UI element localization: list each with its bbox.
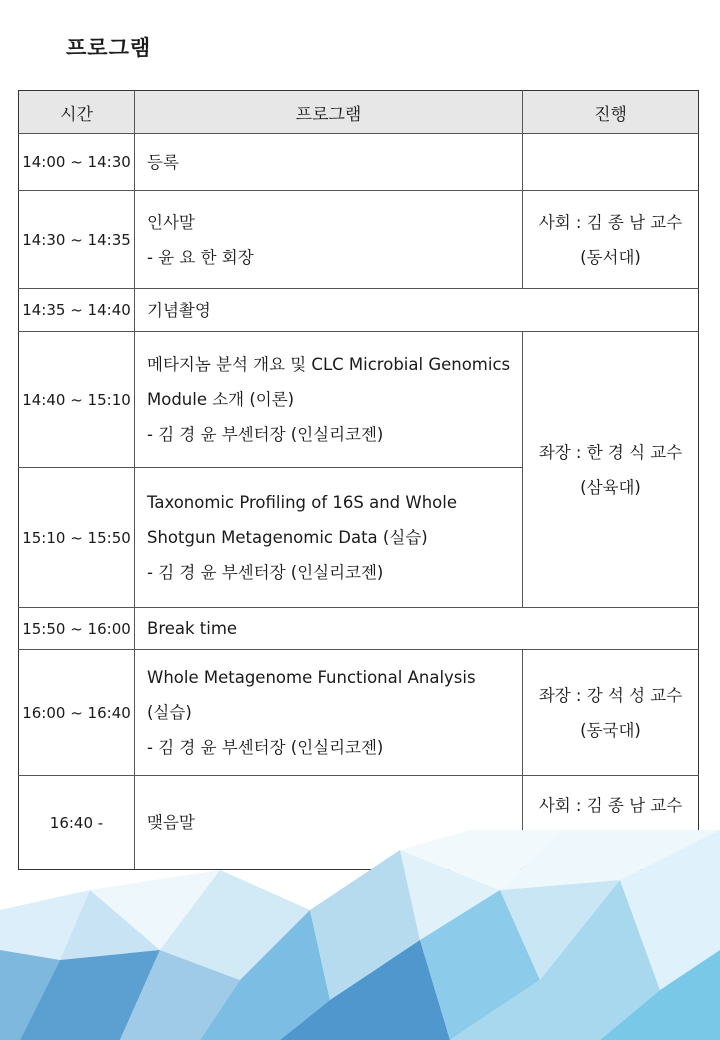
program-line: (실습) [147, 703, 192, 722]
program-line: Whole Metagenome Functional Analysis [147, 668, 476, 687]
time-cell: 14:35 ~ 14:40 [19, 289, 135, 332]
table-row [19, 332, 699, 468]
program-cell [135, 289, 699, 332]
host-cell [523, 191, 699, 289]
host-cell [523, 650, 699, 776]
program-cell [135, 332, 523, 468]
program-line: Shotgun Metagenomic Data (실습) [147, 528, 428, 547]
table-row [19, 608, 699, 650]
program-line: 메타지놈 분석 개요 및 CLC Microbial Genomics [147, 355, 511, 374]
host-line: (동국대) [580, 720, 641, 740]
program-line: Module 소개 (이론) [147, 390, 295, 409]
host-cell [523, 332, 699, 608]
host-line: 사회 : 김 종 남 교수 [538, 795, 683, 815]
program-line: 인사말 [147, 212, 195, 232]
time-cell: 14:00 ~ 14:30 [19, 134, 135, 191]
table-row [19, 289, 699, 332]
header-program: 프로그램 [135, 91, 523, 134]
time-cell: 14:30 ~ 14:35 [19, 191, 135, 289]
table-row [19, 134, 699, 191]
time-cell: 15:50 ~ 16:00 [19, 608, 135, 650]
table-row [19, 191, 699, 289]
time-cell: 16:40 - [19, 776, 135, 870]
program-cell [135, 191, 523, 289]
program-line: 기념촬영 [147, 300, 211, 320]
program-cell [135, 608, 699, 650]
table-row [19, 650, 699, 776]
program-line: - 김 경 윤 부센터장 (인실리코젠) [147, 563, 384, 582]
program-cell [135, 468, 523, 608]
header-host: 진행 [523, 91, 699, 134]
host-line: 좌장 : 한 경 식 교수 [538, 442, 683, 462]
host-line: (동서대) [580, 247, 641, 267]
page-title: 프로그램 [66, 36, 152, 60]
program-line: - 윤 요 한 회장 [147, 247, 254, 267]
program-line: 등록 [147, 152, 179, 172]
host-line: (삼육대) [580, 477, 641, 497]
host-line: 사회 : 김 종 남 교수 [538, 212, 683, 232]
time-cell: 15:10 ~ 15:50 [19, 468, 135, 608]
header-time: 시간 [19, 91, 135, 134]
table-header-row [19, 91, 699, 134]
program-line: - 김 경 윤 부센터장 (인실리코젠) [147, 738, 384, 757]
program-line: - 김 경 윤 부센터장 (인실리코젠) [147, 425, 384, 444]
program-line: Taxonomic Profiling of 16S and Whole [147, 493, 458, 512]
program-line: 맺음말 [147, 813, 195, 832]
program-schedule-table [18, 90, 699, 870]
time-cell: 14:40 ~ 15:10 [19, 332, 135, 468]
program-line: Break time [147, 619, 238, 638]
host-cell [523, 134, 699, 191]
polygon-background-graphic [0, 830, 720, 1040]
program-cell [135, 134, 523, 191]
time-cell: 16:00 ~ 16:40 [19, 650, 135, 776]
host-line: 좌장 : 강 석 성 교수 [538, 685, 683, 705]
program-cell [135, 650, 523, 776]
